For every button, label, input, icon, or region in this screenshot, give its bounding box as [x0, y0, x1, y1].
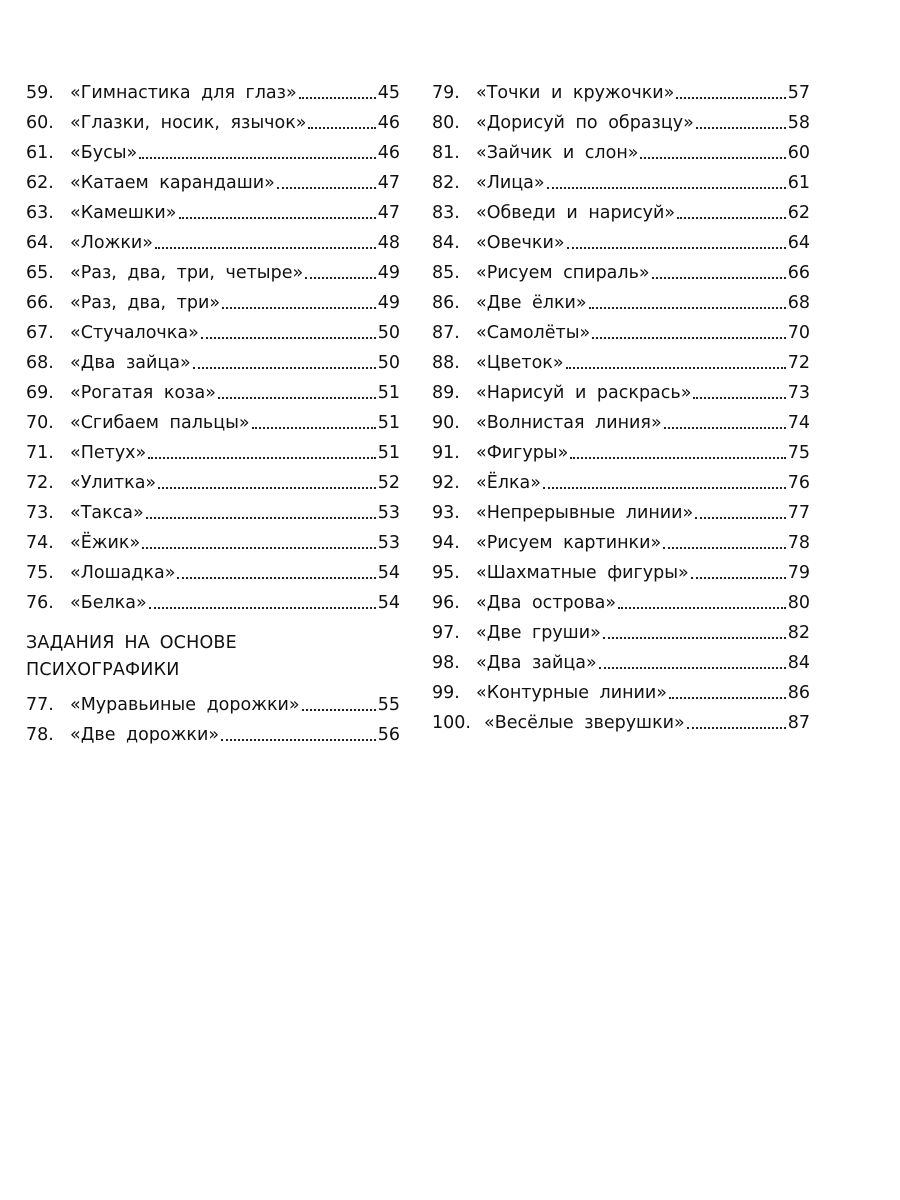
toc-entry-number: 80.: [432, 113, 460, 133]
toc-entry-page-number: 49: [377, 263, 400, 283]
toc-entry-number: 96.: [432, 593, 460, 613]
toc-entry: [26, 408, 400, 438]
toc-entry: [432, 498, 810, 528]
toc-entry: [432, 78, 810, 108]
toc-entry-page-number: 46: [377, 113, 400, 133]
toc-entry-title: «Две дорожки»: [70, 725, 220, 745]
toc-entry-number: 95.: [432, 563, 460, 583]
toc-entry: [26, 288, 400, 318]
dot-leader: [148, 457, 375, 459]
toc-entry: [432, 468, 810, 498]
toc-entry-number: 85.: [432, 263, 460, 283]
dot-leader: [179, 217, 376, 219]
toc-entry-title: «Зайчик и слон»: [476, 143, 639, 163]
dot-leader: [664, 427, 786, 429]
toc-entry-title: «Весёлые зверушки»: [484, 713, 685, 733]
toc-entry-page-number: 80: [787, 593, 810, 613]
toc-entry-title: «Камешки»: [70, 203, 177, 223]
toc-entry-page-number: 68: [787, 293, 810, 313]
dot-leader: [218, 397, 376, 399]
toc-entry-title: «Раз, два, три, четыре»: [70, 263, 304, 283]
toc-entry-page-number: 51: [377, 443, 400, 463]
toc-entry-title: «Лица»: [476, 173, 545, 193]
toc-entry: [26, 348, 400, 378]
toc-entry-page-number: 73: [787, 383, 810, 403]
toc-entry-page-number: 86: [787, 683, 810, 703]
toc-entry: [432, 258, 810, 288]
dot-leader: [193, 367, 376, 369]
toc-entry-title: «Обведи и нарисуй»: [476, 203, 676, 223]
toc-entry-number: 97.: [432, 623, 460, 643]
dot-leader: [669, 697, 786, 699]
toc-entry-number: 82.: [432, 173, 460, 193]
toc-entry-page-number: 45: [377, 83, 400, 103]
toc-entry: [26, 78, 400, 108]
toc-entry-number: 89.: [432, 383, 460, 403]
toc-entry: [26, 690, 400, 720]
toc-entry-number: 88.: [432, 353, 460, 373]
toc-entry-number: 73.: [26, 503, 54, 523]
toc-entry-page-number: 54: [377, 593, 400, 613]
dot-leader: [618, 607, 786, 609]
toc-entry-title: «Фигуры»: [476, 443, 569, 463]
toc-entry-number: 59.: [26, 83, 54, 103]
toc-entry-title: «Муравьиные дорожки»: [70, 695, 300, 715]
toc-entry-title: «Петух»: [70, 443, 147, 463]
toc-entry: [432, 378, 810, 408]
toc-entry-page-number: 51: [377, 413, 400, 433]
dot-leader: [592, 337, 785, 339]
toc-entry-title: «Раз, два, три»: [70, 293, 221, 313]
toc-entry: [432, 108, 810, 138]
toc-entry-number: 75.: [26, 563, 54, 583]
toc-entry-title: «Два зайца»: [70, 353, 191, 373]
toc-entry: [432, 228, 810, 258]
toc-entry: [26, 258, 400, 288]
toc-entry-number: 78.: [26, 725, 54, 745]
toc-entry-page-number: 75: [787, 443, 810, 463]
dot-leader: [567, 247, 786, 249]
toc-entry-page-number: 87: [787, 713, 810, 733]
toc-entry: [26, 198, 400, 228]
dot-leader: [640, 157, 785, 159]
dot-leader: [302, 709, 376, 711]
toc-entry: [432, 138, 810, 168]
toc-entry-number: 63.: [26, 203, 54, 223]
toc-entry-page-number: 66: [787, 263, 810, 283]
dot-leader: [676, 97, 785, 99]
toc-entry-title: «Гимнастика для глаз»: [70, 83, 297, 103]
toc-entry: [26, 720, 400, 750]
toc-entry: [432, 198, 810, 228]
toc-entry-page-number: 48: [377, 233, 400, 253]
toc-entry-page-number: 50: [377, 323, 400, 343]
section-heading-line-1: ЗАДАНИЯ НА ОСНОВЕ: [26, 633, 237, 653]
toc-entry-title: «Глазки, носик, язычок»: [70, 113, 307, 133]
toc-entry-page-number: 70: [787, 323, 810, 343]
toc-entry-number: 84.: [432, 233, 460, 253]
toc-entry-number: 67.: [26, 323, 54, 343]
dot-leader: [547, 187, 786, 189]
toc-entry-number: 94.: [432, 533, 460, 553]
toc-entry-number: 99.: [432, 683, 460, 703]
toc-entry-number: 93.: [432, 503, 460, 523]
toc-entry-page-number: 52: [377, 473, 400, 493]
toc-entry: [26, 168, 400, 198]
dot-leader: [299, 97, 376, 99]
toc-entry-title: «Две груши»: [476, 623, 601, 643]
toc-entry-title: «Ёлка»: [476, 473, 541, 493]
dot-leader: [603, 637, 786, 639]
toc-entry-page-number: 77: [787, 503, 810, 523]
toc-entry: [432, 348, 810, 378]
dot-leader: [252, 427, 376, 429]
toc-right-column: [432, 78, 810, 738]
toc-entry-title: «Такса»: [70, 503, 144, 523]
toc-entry-title: «Точки и кружочки»: [476, 83, 675, 103]
toc-entry-page-number: 47: [377, 203, 400, 223]
toc-entry-page-number: 74: [787, 413, 810, 433]
section-heading-line-2: ПСИХОГРАФИКИ: [26, 660, 180, 680]
toc-entry: [26, 318, 400, 348]
toc-entry-number: 69.: [26, 383, 54, 403]
toc-entry-page-number: 55: [377, 695, 400, 715]
dot-leader: [139, 157, 376, 159]
toc-entry-number: 61.: [26, 143, 54, 163]
toc-entry-title: «Контурные линии»: [476, 683, 667, 703]
dot-leader: [691, 577, 786, 579]
toc-entry: [432, 678, 810, 708]
toc-entry-number: 86.: [432, 293, 460, 313]
toc-entry: [432, 408, 810, 438]
toc-entry-title: «Белка»: [70, 593, 147, 613]
dot-leader: [177, 577, 375, 579]
dot-leader: [305, 277, 376, 279]
toc-entry-page-number: 46: [377, 143, 400, 163]
toc-entry-number: 77.: [26, 695, 54, 715]
toc-entry-title: «Ложки»: [70, 233, 153, 253]
toc-entry: [432, 318, 810, 348]
toc-entry-title: «Два зайца»: [476, 653, 597, 673]
toc-entry-title: «Рисуем картинки»: [476, 533, 662, 553]
dot-leader: [566, 367, 786, 369]
toc-entry-title: «Рогатая коза»: [70, 383, 216, 403]
toc-entry: [432, 438, 810, 468]
toc-entry-number: 92.: [432, 473, 460, 493]
toc-entry-title: «Самолёты»: [476, 323, 591, 343]
toc-entry: [26, 108, 400, 138]
toc-list-bottom: [26, 690, 400, 750]
toc-entry-number: 62.: [26, 173, 54, 193]
dot-leader: [158, 487, 376, 489]
toc-entry-number: 83.: [432, 203, 460, 223]
toc-entry: [432, 648, 810, 678]
toc-entry-number: 71.: [26, 443, 54, 463]
toc-entry-page-number: 72: [787, 353, 810, 373]
section-heading: [26, 630, 400, 684]
dot-leader: [677, 217, 786, 219]
dot-leader: [277, 187, 376, 189]
toc-entry-number: 72.: [26, 473, 54, 493]
toc-entry-page-number: 50: [377, 353, 400, 373]
toc-entry-page-number: 61: [787, 173, 810, 193]
toc-entry-title: «Два острова»: [476, 593, 617, 613]
toc-entry-title: «Две ёлки»: [476, 293, 587, 313]
toc-entry: [432, 168, 810, 198]
toc-entry-page-number: 79: [787, 563, 810, 583]
dot-leader: [695, 517, 785, 519]
toc-entry-page-number: 51: [377, 383, 400, 403]
toc-list-right: [432, 78, 810, 738]
toc-entry-title: «Волнистая линия»: [476, 413, 662, 433]
toc-entry-title: «Стучалочка»: [70, 323, 199, 343]
toc-entry: [26, 468, 400, 498]
toc-entry-title: «Лошадка»: [70, 563, 176, 583]
toc-entry: [432, 288, 810, 318]
toc-entry-title: «Бусы»: [70, 143, 138, 163]
toc-entry: [26, 558, 400, 588]
toc-entry: [26, 438, 400, 468]
toc-entry-number: 66.: [26, 293, 54, 313]
toc-entry-number: 64.: [26, 233, 54, 253]
dot-leader: [155, 247, 376, 249]
toc-entry-page-number: 57: [787, 83, 810, 103]
toc-entry-title: «Дорисуй по образцу»: [476, 113, 694, 133]
toc-list-top: [26, 78, 400, 618]
toc-entry: [26, 138, 400, 168]
dot-leader: [570, 457, 785, 459]
toc-entry-page-number: 54: [377, 563, 400, 583]
dot-leader: [201, 337, 376, 339]
toc-entry-number: 90.: [432, 413, 460, 433]
dot-leader: [543, 487, 786, 489]
toc-entry-page-number: 56: [377, 725, 400, 745]
toc-entry: [26, 528, 400, 558]
toc-entry-number: 76.: [26, 593, 54, 613]
toc-entry: [26, 498, 400, 528]
toc-entry-number: 100.: [432, 713, 471, 733]
toc-entry-page-number: 53: [377, 533, 400, 553]
toc-entry-title: «Ёжик»: [70, 533, 141, 553]
toc-entry-number: 60.: [26, 113, 54, 133]
toc-entry: [432, 618, 810, 648]
toc-entry-title: «Сгибаем пальцы»: [70, 413, 250, 433]
toc-entry-page-number: 64: [787, 233, 810, 253]
toc-entry: [26, 228, 400, 258]
toc-entry-number: 81.: [432, 143, 460, 163]
toc-entry-number: 98.: [432, 653, 460, 673]
toc-entry-page-number: 60: [787, 143, 810, 163]
toc-entry-title: «Шахматные фигуры»: [476, 563, 689, 583]
dot-leader: [146, 517, 376, 519]
toc-entry-title: «Цветок»: [476, 353, 564, 373]
dot-leader: [221, 739, 376, 741]
toc-entry-page-number: 53: [377, 503, 400, 523]
toc-entry-number: 70.: [26, 413, 54, 433]
toc-entry-title: «Катаем карандаши»: [70, 173, 275, 193]
toc-entry: [26, 378, 400, 408]
toc-entry-title: «Нарисуй и раскрась»: [476, 383, 692, 403]
toc-entry: [432, 708, 810, 738]
toc-entry-page-number: 76: [787, 473, 810, 493]
dot-leader: [308, 127, 375, 129]
toc-entry-number: 68.: [26, 353, 54, 373]
toc-entry-number: 79.: [432, 83, 460, 103]
toc-entry-page-number: 82: [787, 623, 810, 643]
dot-leader: [652, 277, 786, 279]
toc-entry-title: «Улитка»: [70, 473, 157, 493]
toc-entry-title: «Овечки»: [476, 233, 565, 253]
dot-leader: [599, 667, 786, 669]
dot-leader: [589, 307, 786, 309]
toc-entry: [432, 588, 810, 618]
toc-entry-title: «Непрерывные линии»: [476, 503, 694, 523]
toc-entry-page-number: 84: [787, 653, 810, 673]
toc-entry-page-number: 49: [377, 293, 400, 313]
dot-leader: [663, 547, 786, 549]
toc-entry-number: 91.: [432, 443, 460, 463]
dot-leader: [222, 307, 376, 309]
toc-entry: [432, 558, 810, 588]
toc-entry-title: «Рисуем спираль»: [476, 263, 650, 283]
toc-entry-page-number: 47: [377, 173, 400, 193]
toc-entry-number: 87.: [432, 323, 460, 343]
dot-leader: [696, 127, 786, 129]
toc-entry: [26, 588, 400, 618]
toc-entry-number: 65.: [26, 263, 54, 283]
toc-entry-page-number: 58: [787, 113, 810, 133]
dot-leader: [693, 397, 785, 399]
dot-leader: [687, 727, 786, 729]
toc-entry-page-number: 78: [787, 533, 810, 553]
toc-entry-number: 74.: [26, 533, 54, 553]
toc-entry-page-number: 62: [787, 203, 810, 223]
dot-leader: [149, 607, 376, 609]
toc-left-column: [26, 78, 400, 750]
toc-entry: [432, 528, 810, 558]
dot-leader: [142, 547, 376, 549]
